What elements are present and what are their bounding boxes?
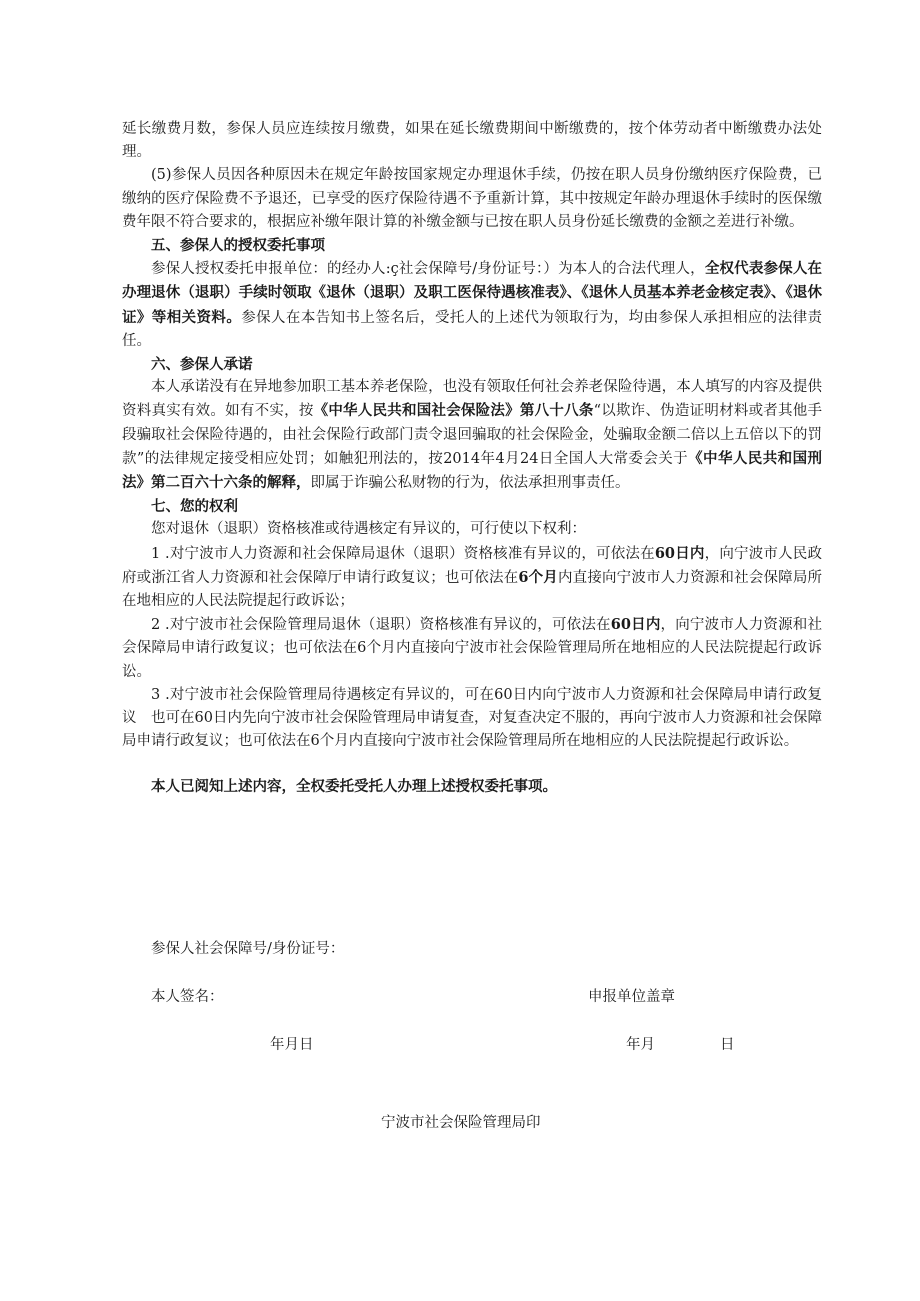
document-body (122, 118, 822, 799)
section-6-text-2: “以欺诈、伪造证明材料或者其他手段骗取社会保险待遇的，由社会保险行政部门责令退回骗取的社会保险金，处骗取金额二倍以上五倍以下的罚款”的法律规定接受相应处罚；如触犯刑法的，按2014年4月24日全国人大常委会关于 (122, 403, 823, 467)
date-left: 年月日 (270, 1037, 314, 1053)
section-7-item-3: 3 .对宁波市社会保险管理局待遇核定有异议的，可在60日内向宁波市人力资源和社会保障局申请行政复议 也可在60日内先向宁波市社会保险管理局申请复查，对复查决定不服的，再向宁波市人力资源和社会保障局申请行政复议；也可依法在6个月内直接向宁波市社会保险管理局所在地相应的人民法院提起行政诉讼。 (122, 686, 822, 750)
item-2-text-b: ，向宁波市人力资源和社会保障局申请行政复议；也可依法在6个月内直接向宁波市社会保险管理局所在地相应的人民法院提起行政诉讼。 (122, 617, 822, 680)
date-right-year-month: 年月 (626, 1037, 655, 1053)
item-1-text-b: ，向宁波市人民政府或浙江省人力资源和社会保障厅申请行政复议；也可依法在 (122, 545, 823, 586)
section-6-bold-law: 《中华人民共和国社会保险法》第八十八条 (313, 402, 594, 420)
item-1-bold-60-days: 60日内 (654, 544, 705, 562)
bureau-seal-text: 宁波市社会保险管理局印 (381, 1115, 541, 1131)
section-6-bold-criminal-law: 《中华人民共和国刑法》第二百六十六条的解释， (122, 449, 822, 492)
section-5-bold-text: 全权代表参保人在办理退休（退职）手续时领取《退休（退职）及职工医保待遇核准表》、《退休人员基本养老金核定表》、《退休证》等相关资料。 (122, 260, 823, 326)
section-5-heading: 五、参保人的授权委托事项 (151, 237, 325, 255)
paragraph-extend-payment: 延长缴费月数，参保人员应连续按月缴费，如果在延长缴费期间中断缴费的，按个体劳动者中断缴费办法处理。 (122, 121, 822, 161)
signature-label: 本人签名： (151, 989, 224, 1005)
closing-statement: 本人已阅知上述内容，全权委托受托人办理上述授权委托事项。 (151, 778, 557, 796)
item-1-text-c: 内直接向宁波市人力资源和社会保障局所在地相应的人民法院提起行政诉讼； (122, 569, 823, 610)
section-5-text-1: 参保人授权委托申报单位：的经办人:ç社会保障号/身份证号：）为本人的合法代理人， (151, 261, 705, 278)
paragraph-item-5: (5)参保人员因各种原因未在规定年龄按国家规定办理退休手续，仍按在职人员身份缴纳医疗保险费，已缴纳的医疗保险费不予退还，已享受的医疗保险待遇不予重新计算，其中按规定年龄办理退休手续时的医保缴费年限不符合要求的，根据应补缴年限计算的补缴金额与已按在职人员身份延长缴费的金额之差进行补缴。 (122, 167, 822, 230)
section-6-text-1: 本人承诺没有在异地参加职工基本养老保险，也没有领取任何社会养老保险待遇，本人填写的内容及提供资料真实有效。如有不实，按 (122, 379, 822, 420)
section-7-item-1 (122, 542, 822, 614)
section-7-intro: 您对退休（退职）资格核准或待遇核定有异议的，可行使以下权利： (151, 521, 586, 538)
item-2-text-a: 2 .对宁波市社会保险管理局退休（退职）资格核准有异议的，可依法在 (151, 617, 611, 634)
section-7-item-2 (122, 613, 822, 684)
section-6-paragraph (122, 376, 822, 495)
item-1-bold-6-months: 6个月 (518, 568, 558, 586)
insured-id-label: 参保人社会保障号/身份证号： (151, 941, 345, 957)
item-2-bold-60-days: 60日内 (610, 616, 661, 634)
spacer (122, 753, 822, 775)
section-6-heading: 六、参保人承诺 (151, 356, 253, 374)
section-5-paragraph (122, 257, 822, 353)
unit-stamp-label: 申报单位盖章 (588, 989, 675, 1005)
date-right-day: 日 (720, 1037, 735, 1053)
section-5-text-2: 参保人在本告知书上签名后，受托人的上述代为领取行为，均由参保人承担相应的法律责任。 (122, 309, 822, 349)
section-7-heading: 七、您的权利 (151, 498, 238, 516)
section-6-text-3: 即属于诈骗公私财物的行为，依法承担刑事责任。 (310, 475, 630, 492)
item-1-text-a: 1 .对宁波市人力资源和社会保障局退休（退职）资格核准有异议的，可依法在 (151, 545, 655, 562)
